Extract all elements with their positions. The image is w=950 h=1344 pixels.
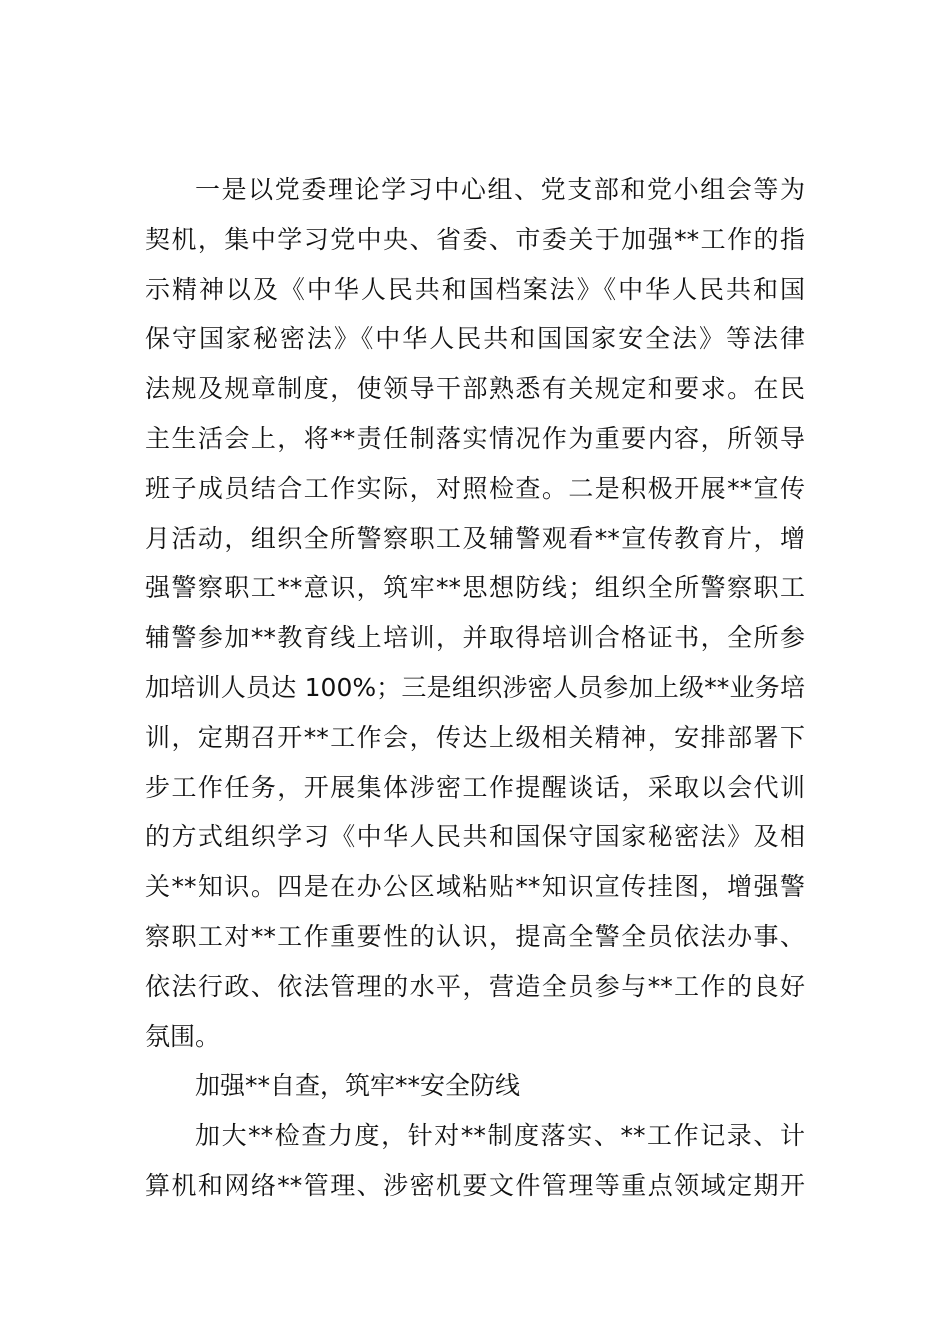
- text-line: 关**知识。四是在办公区域粘贴**知识宣传挂图，增强警: [145, 872, 805, 902]
- text-line: 保守国家秘密法》《中华人民共和国国家安全法》等法律: [145, 324, 805, 354]
- text-line: 主生活会上，将**责任制落实情况作为重要内容，所领导: [145, 423, 805, 453]
- text-line: 训，定期召开**工作会，传达上级相关精神，安排部署下: [145, 722, 805, 752]
- text-line: 依法行政、依法管理的水平，营造全员参与**工作的良好: [145, 971, 805, 1001]
- text-line: 法规及规章制度，使领导干部熟悉有关规定和要求。在民: [145, 374, 805, 404]
- text-line: 算机和网络**管理、涉密机要文件管理等重点领域定期开: [145, 1170, 805, 1200]
- text-line: 月活动，组织全所警察职工及辅警观看**宣传教育片，增: [145, 523, 805, 553]
- text-line: 加培训人员达 100%；三是组织涉密人员参加上级**业务培: [145, 672, 805, 702]
- text-line: 强警察职工**意识，筑牢**思想防线；组织全所警察职工: [145, 573, 805, 603]
- text-line: 契机，集中学习党中央、省委、市委关于加强**工作的指: [145, 224, 805, 254]
- text-line: 加大**检查力度，针对**制度落实、**工作记录、计: [195, 1121, 805, 1151]
- text-line: 的方式组织学习《中华人民共和国保守国家秘密法》及相: [145, 822, 805, 852]
- text-line: 察职工对**工作重要性的认识，提高全警全员依法办事、: [145, 921, 805, 951]
- text-line: 步工作任务，开展集体涉密工作提醒谈话，采取以会代训: [145, 772, 805, 802]
- document-body: [145, 165, 805, 1211]
- text-line: 氛围。: [145, 1021, 221, 1051]
- text-line: 一是以党委理论学习中心组、党支部和党小组会等为: [195, 175, 805, 204]
- text-line: 示精神以及《中华人民共和国档案法》《中华人民共和国: [145, 274, 805, 304]
- text-line: 辅警参加**教育线上培训，并取得培训合格证书，全所参: [145, 623, 805, 653]
- section-heading: 加强**自查，筑牢**安全防线: [195, 1071, 521, 1101]
- text-line: 班子成员结合工作实际，对照检查。二是积极开展**宣传: [145, 473, 805, 503]
